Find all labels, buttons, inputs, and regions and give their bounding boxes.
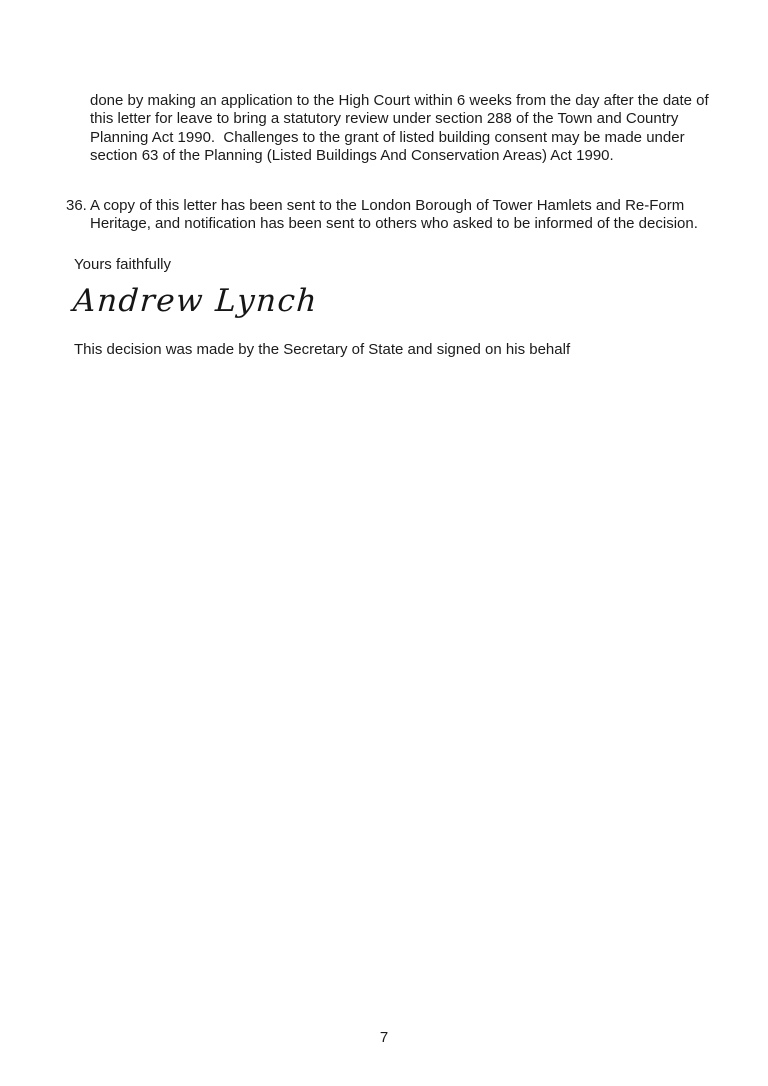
paragraph-36-text: A copy of this letter has been sent to the London Borough of Tower Hamlets and Re-Form Heritage, and notification has been sent to others who asked to be informed of the decision. [90, 197, 698, 233]
signoff-note: This decision was made by the Secretary of State and signed on his behalf [74, 341, 571, 358]
signature: Andrew Lynch [72, 283, 320, 319]
paragraph-36 [66, 197, 712, 234]
closing-salutation: Yours faithfully [74, 256, 172, 273]
paragraph-35-continuation: done by making an application to the High Court within 6 weeks from the day after the date of this letter for leave to bring a statutory review under section 288 of the Town and Country Planning Act 1990. Challenges to the grant of listed building consent may be made under section 63 of the Planning (Listed Buildings And Conservation Areas) Act 1990. [90, 92, 709, 165]
page-number: 7 [379, 1029, 389, 1046]
paragraph-36-number: 36. [66, 197, 87, 214]
